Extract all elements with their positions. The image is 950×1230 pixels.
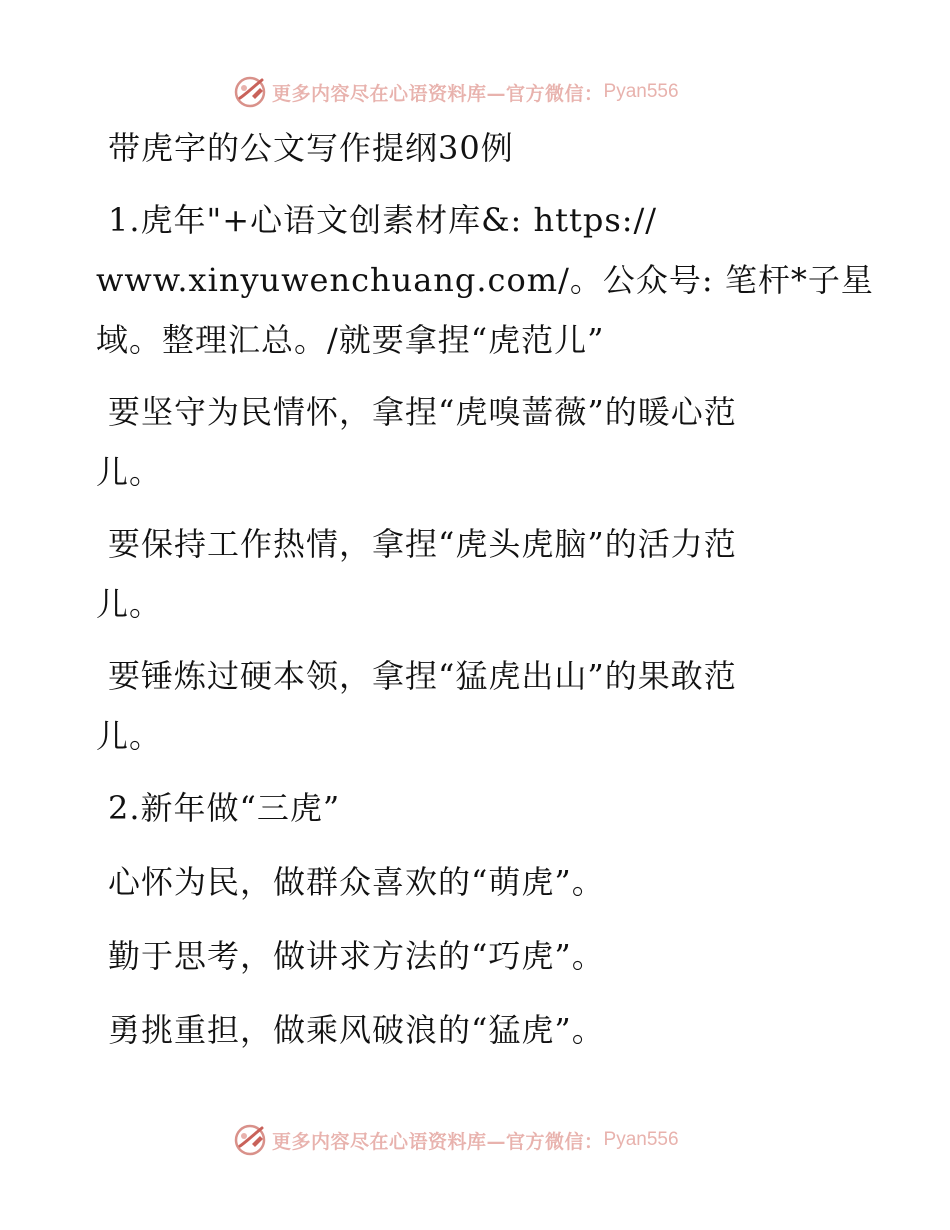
document-line: 儿。 [96,453,163,491]
document-line: www.xinyuwenchuang.com/。公众号: 笔杆*子星 [96,261,874,299]
document-line: 勤于思考，做讲求方法的“巧虎”。 [108,937,605,975]
document-line: 1.虎年"+心语文创素材库&: https:// [108,201,658,239]
document-line: 要坚守为民情怀，拿捏“虎嗅蔷薇”的暖心范 [108,393,737,431]
header-watermark [232,72,679,112]
brand-logo-icon [232,1122,268,1158]
watermark-wechat-id: Pyan556 [603,1129,679,1150]
document-line: 要锤炼过硬本领，拿捏“猛虎出山”的果敢范 [108,657,737,695]
watermark-text: 更多内容尽在心语资料库—官方微信： [272,1130,604,1153]
document-line: 儿。 [96,585,163,623]
document-title: 带虎字的公文写作提纲30例 [108,129,514,167]
document-line: 2.新年做“三虎” [108,789,341,827]
watermark-wechat-id: Pyan556 [603,81,679,102]
document-line: 勇挑重担，做乘风破浪的“猛虎”。 [108,1011,605,1049]
document-line: 儿。 [96,717,163,755]
brand-logo-icon [232,74,268,110]
watermark-text: 更多内容尽在心语资料库—官方微信： [272,82,604,105]
document-line: 要保持工作热情，拿捏“虎头虎脑”的活力范 [108,525,737,563]
footer-watermark [232,1120,679,1160]
document-line: 域。整理汇总。/就要拿捏“虎范儿” [96,321,605,359]
document-line: 心怀为民，做群众喜欢的“萌虎”。 [108,863,605,901]
